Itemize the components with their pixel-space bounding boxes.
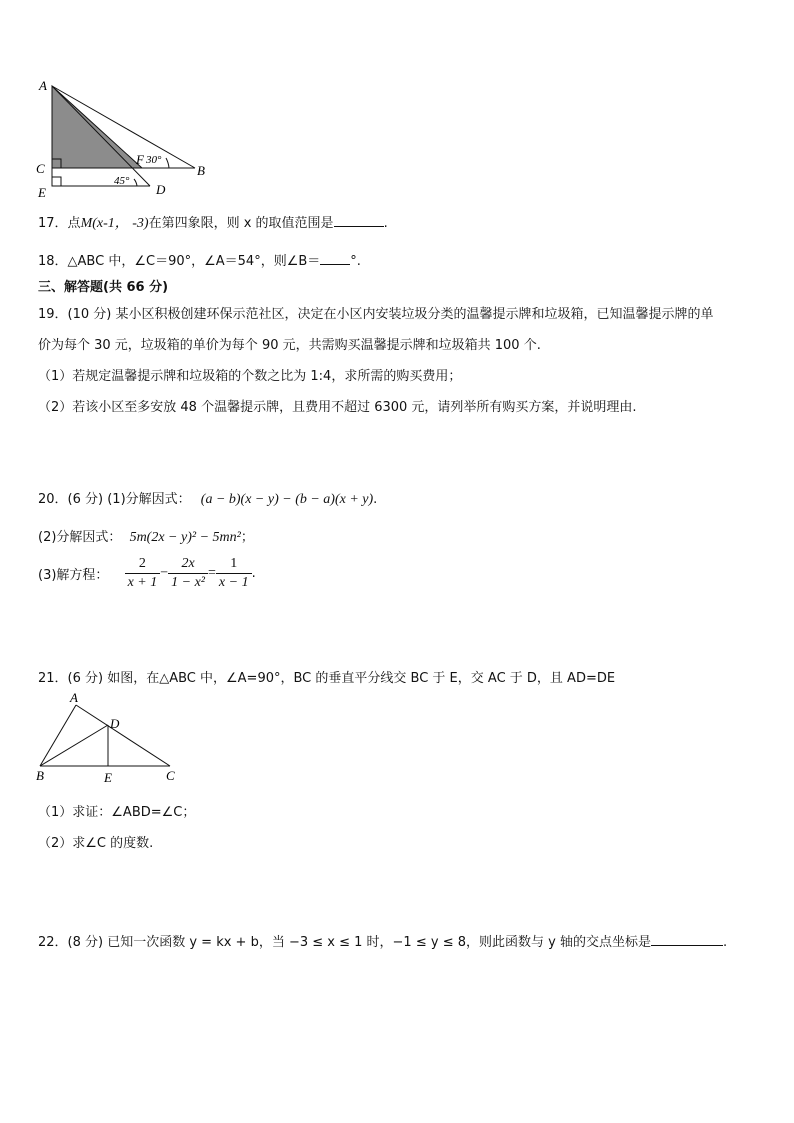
question-22 — [38, 931, 727, 950]
label-c: C — [166, 768, 175, 783]
label-f: F — [136, 152, 144, 167]
fraction-3 — [216, 555, 252, 592]
q19-line2: 价为每个 30 元，垃圾箱的单价为每个 90 元，共需购买温馨提示牌和垃圾箱共 100 个. — [38, 338, 541, 353]
label-b: B — [197, 163, 205, 178]
q20-end3: . — [251, 566, 256, 581]
label-c: C — [36, 161, 45, 176]
angle-d-label: 45° — [114, 175, 130, 187]
q20-head: 20．(6 分) (1)分解因式： — [38, 492, 191, 507]
q21-part2: （2）求∠C 的度数. — [38, 836, 154, 851]
section-3-title: 三、解答题(共 66 分) — [38, 280, 169, 295]
label-d: D — [156, 182, 166, 197]
q20-expr2: 5m(2x − y)² − 5mn² — [129, 530, 241, 545]
q20-part3-label: (3)解方程： — [38, 568, 109, 583]
question-17 — [38, 212, 388, 232]
label-d: D — [110, 716, 120, 731]
fraction-2-numerator: 2x — [168, 555, 208, 574]
equals-sign: = — [208, 565, 216, 581]
fraction-1 — [125, 555, 161, 592]
q21-part1: （1）求证：∠ABD=∠C； — [38, 805, 196, 820]
fraction-1-numerator: 2 — [125, 555, 161, 574]
figure-triangle-diagram — [30, 75, 220, 200]
label-e: E — [104, 770, 112, 785]
question-20-part3 — [38, 555, 256, 592]
fraction-2 — [168, 555, 208, 592]
q20-part2-label: (2)分解因式： — [38, 530, 122, 545]
q22-answer-blank[interactable] — [651, 931, 723, 946]
label-b: B — [36, 768, 44, 783]
q17-suffix: 在第四象限，则 x 的取值范围是 — [148, 216, 334, 231]
q19-part2: （2）若该小区至多安放 48 个温馨提示牌，且费用不超过 6300 元，请列举所有购买方案，并说明理由. — [38, 400, 637, 415]
q20-end1: . — [373, 492, 378, 507]
right-angle-mark-e — [52, 177, 61, 186]
label-e: E — [38, 185, 46, 200]
q17-end: . — [383, 216, 388, 231]
fraction-2-denominator: 1 − x² — [171, 575, 205, 590]
q19-part1: （1）若规定温馨提示牌和垃圾箱的个数之比为 1:4，求所需的购买费用； — [38, 369, 462, 384]
question-18 — [38, 250, 361, 269]
q17-point: M(x-1， -3) — [80, 216, 149, 231]
q18-answer-blank[interactable] — [320, 250, 350, 265]
fraction-3-numerator: 1 — [216, 555, 252, 574]
question-21: 21．(6 分) 如图，在△ABC 中，∠A=90°，BC 的垂直平分线交 BC 于 E，交 AC 于 D，且 AD=DE — [38, 671, 616, 686]
q18-text: 18．△ABC 中，∠C＝90°，∠A＝54°，则∠B＝ — [38, 254, 321, 269]
q22-end: . — [722, 935, 728, 950]
q18-end: °. — [350, 254, 361, 269]
q22-text: 22．(8 分) 已知一次函数 y = kx + b，当 −3 ≤ x ≤ 1 时，−1 ≤ y ≤ 8，则此函数与 y 轴的交点坐标是 — [38, 935, 651, 950]
figure-triangle-abc — [30, 690, 190, 785]
angle-b-label: 30° — [146, 154, 162, 166]
label-a: A — [70, 690, 78, 705]
q20-expr1: (a − b)(x − y) − (b − a)(x + y) — [200, 492, 374, 507]
q17-prefix: 点 — [67, 216, 81, 231]
q17-answer-blank[interactable] — [334, 212, 384, 227]
minus-sign: − — [160, 565, 169, 581]
q19-line1: 19．(10 分) 某小区积极创建环保示范社区，决定在小区内安装垃圾分类的温馨提示牌和垃圾箱，已知温馨提示牌的单 — [38, 307, 714, 322]
question-20-part2 — [38, 526, 254, 546]
question-20-part1 — [38, 488, 377, 508]
fraction-3-denominator: x − 1 — [218, 575, 249, 590]
shaded-triangle — [52, 86, 142, 168]
q17-number: 17． — [38, 216, 68, 231]
q20-end2: ； — [240, 530, 254, 545]
fraction-1-denominator: x + 1 — [127, 575, 158, 590]
label-a: A — [39, 78, 47, 93]
